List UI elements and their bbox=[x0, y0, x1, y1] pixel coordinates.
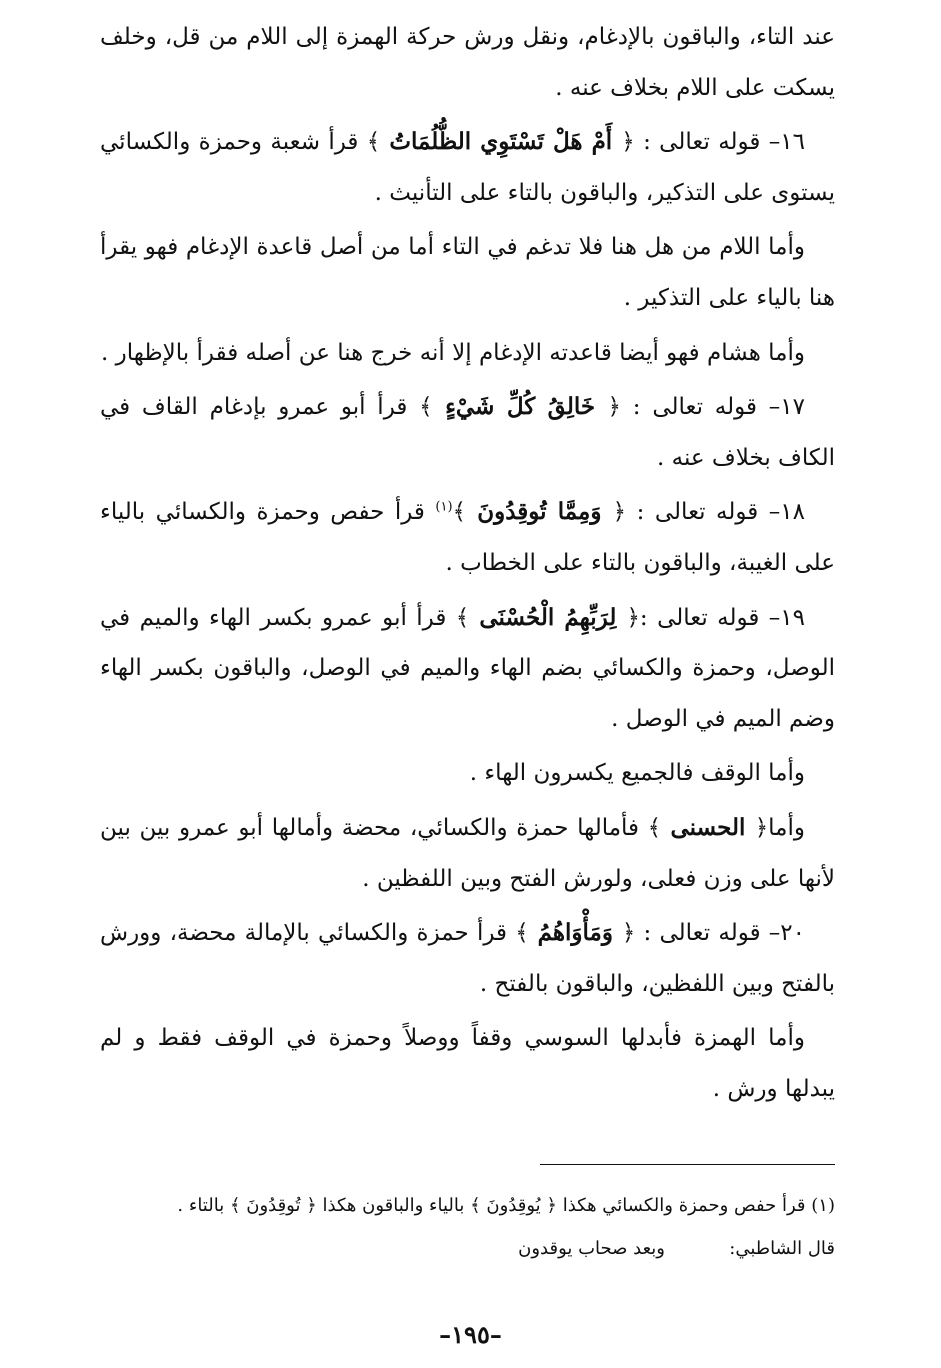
quote-text: وَمَأْوَاهُمُ bbox=[537, 919, 613, 947]
quote-text: أَمْ هَلْ تَسْتَوِي الظُّلُمَاتُ bbox=[389, 128, 613, 156]
ornament-open-bracket: ﴿ bbox=[607, 394, 622, 421]
ornament-close-bracket: ﴾ bbox=[455, 604, 470, 631]
ornament-close-bracket: ﴾ bbox=[419, 394, 433, 421]
ornament-close-bracket: ﴾ bbox=[647, 814, 662, 841]
footnote-quote: يُوقِدُونَ bbox=[486, 1195, 541, 1216]
quran-quote bbox=[419, 393, 621, 420]
quote-text: لِرَبِّهِمُ الْحُسْنَى bbox=[479, 603, 617, 631]
poem-verse: وبعد صحاب يوقدون bbox=[518, 1238, 665, 1259]
paragraph-5 bbox=[100, 382, 835, 483]
footnote-text: بالتاء . bbox=[177, 1195, 230, 1216]
paragraph-text: فأمالها حمزة والكسائي، محضة وأمالها أبو عمرو بين بين لأنها على وزن فعلى، ولورش الفتح وبين اللفظين . bbox=[100, 814, 835, 892]
ornament-close-bracket: ﴾ bbox=[229, 1195, 241, 1216]
quote-text: الحسنى bbox=[670, 813, 746, 841]
paragraph-2 bbox=[100, 117, 835, 218]
paragraph-3 bbox=[100, 222, 835, 323]
ornament-open-bracket: ﴿ bbox=[306, 1195, 317, 1216]
ornament-open-bracket: ﴿ bbox=[612, 499, 627, 526]
quran-quote bbox=[367, 128, 635, 155]
verse-number: ١٩– قوله تعالى : bbox=[639, 604, 805, 631]
footnote-marker[interactable]: (١) bbox=[435, 499, 453, 515]
paragraph-4 bbox=[100, 328, 835, 379]
footnote-divider bbox=[540, 1164, 835, 1165]
quran-quote bbox=[456, 604, 640, 631]
ornament-open-bracket: ﴿ bbox=[754, 814, 769, 841]
paragraph-1 bbox=[100, 12, 835, 113]
paragraph-text: وأما الهمزة فأبدلها السوسي وقفاً ووصلاً وحمزة في الوقف فقط و لم يبدلها ورش . bbox=[100, 1025, 835, 1102]
quran-quote bbox=[453, 498, 627, 525]
ornament-open-bracket: ﴿ bbox=[546, 1195, 557, 1216]
paragraph-6 bbox=[100, 487, 835, 588]
verse-number: ١٨– قوله تعالى : bbox=[626, 499, 805, 526]
paragraph-text: وأما اللام من هل هنا فلا تدغم في التاء أما من أصل قاعدة الإدغام فهو يقرأ هنا بالياء على التذكير . bbox=[100, 234, 835, 311]
paragraph-text: قرأ حفص وحمزة والكسائي بالياء على الغيبة، والباقون بالتاء على الخطاب . bbox=[100, 499, 835, 576]
paragraph-11 bbox=[100, 1013, 835, 1114]
verse-number: ٢٠– قوله تعالى : bbox=[635, 920, 805, 947]
paragraph-text: قرأ أبو عمرو بكسر الهاء والميم في الوصل، وحمزة والكسائي بضم الهاء والميم في الوصل، والباقون بكسر الهاء وضم الميم في الوصل . bbox=[100, 604, 835, 732]
ornament-close-bracket: ﴾ bbox=[452, 499, 467, 526]
paragraph-text: وأما الوقف فالجميع يكسرون الهاء . bbox=[469, 760, 805, 787]
page-number: –١٩٥– bbox=[439, 1320, 502, 1349]
footnote-number: (١) bbox=[811, 1195, 835, 1216]
ornament-close-bracket: ﴾ bbox=[366, 129, 381, 156]
paragraph-text: وأما هشام فهو أيضا قاعدته الإدغام إلا أنه خرج هنا عن أصله فقرأ بالإظهار . bbox=[101, 339, 805, 366]
quran-quote bbox=[515, 919, 635, 946]
ornament-open-bracket: ﴿ bbox=[626, 604, 640, 631]
quote-text: وَمِمَّا تُوقِدُونَ bbox=[477, 498, 602, 526]
verse-number: ١٧– قوله تعالى : bbox=[621, 394, 805, 421]
paragraph-text: عند التاء، والباقون بالإدغام، ونقل ورش حركة الهمزة إلى اللام من قل، وخلف يسكت على اللام بخلاف عنه . bbox=[100, 24, 835, 101]
paragraph-10 bbox=[100, 908, 835, 1009]
poem-label: قال الشاطبي: bbox=[729, 1238, 835, 1259]
main-text bbox=[100, 12, 835, 1114]
verse-number: ١٦– قوله تعالى : bbox=[634, 129, 805, 156]
footnote-text: قرأ حفص وحمزة والكسائي هكذا bbox=[556, 1195, 812, 1216]
paragraph-8 bbox=[100, 748, 835, 799]
footnote bbox=[100, 1192, 835, 1220]
paragraph-text: قرأ شعبة وحمزة والكسائي يستوى على التذكير، والباقون بالتاء على التأنيث . bbox=[100, 129, 835, 206]
paragraph-text: قرأ أبو عمرو بإدغام القاف في الكاف بخلاف عنه . bbox=[100, 394, 835, 471]
quran-quote bbox=[648, 814, 769, 841]
ornament-close-bracket: ﴾ bbox=[470, 1195, 481, 1216]
quote-text: خَالِقُ كُلِّ شَيْءٍ bbox=[445, 393, 596, 421]
ornament-open-bracket: ﴿ bbox=[621, 920, 636, 947]
ornament-close-bracket: ﴾ bbox=[515, 920, 529, 947]
poem-citation bbox=[330, 1238, 835, 1266]
footnote-text: بالياء والباقون هكذا bbox=[316, 1195, 471, 1216]
paragraph-7 bbox=[100, 593, 835, 745]
ornament-open-bracket: ﴿ bbox=[621, 129, 635, 156]
paragraph-text: قرأ حمزة والكسائي بالإمالة محضة، وورش بالفتح وبين اللفظين، والباقون بالفتح . bbox=[100, 920, 835, 997]
paragraph-9 bbox=[100, 803, 835, 904]
footnote-quote: تُوقِدُونَ bbox=[246, 1195, 301, 1216]
paragraph-text: وأما bbox=[768, 814, 805, 841]
